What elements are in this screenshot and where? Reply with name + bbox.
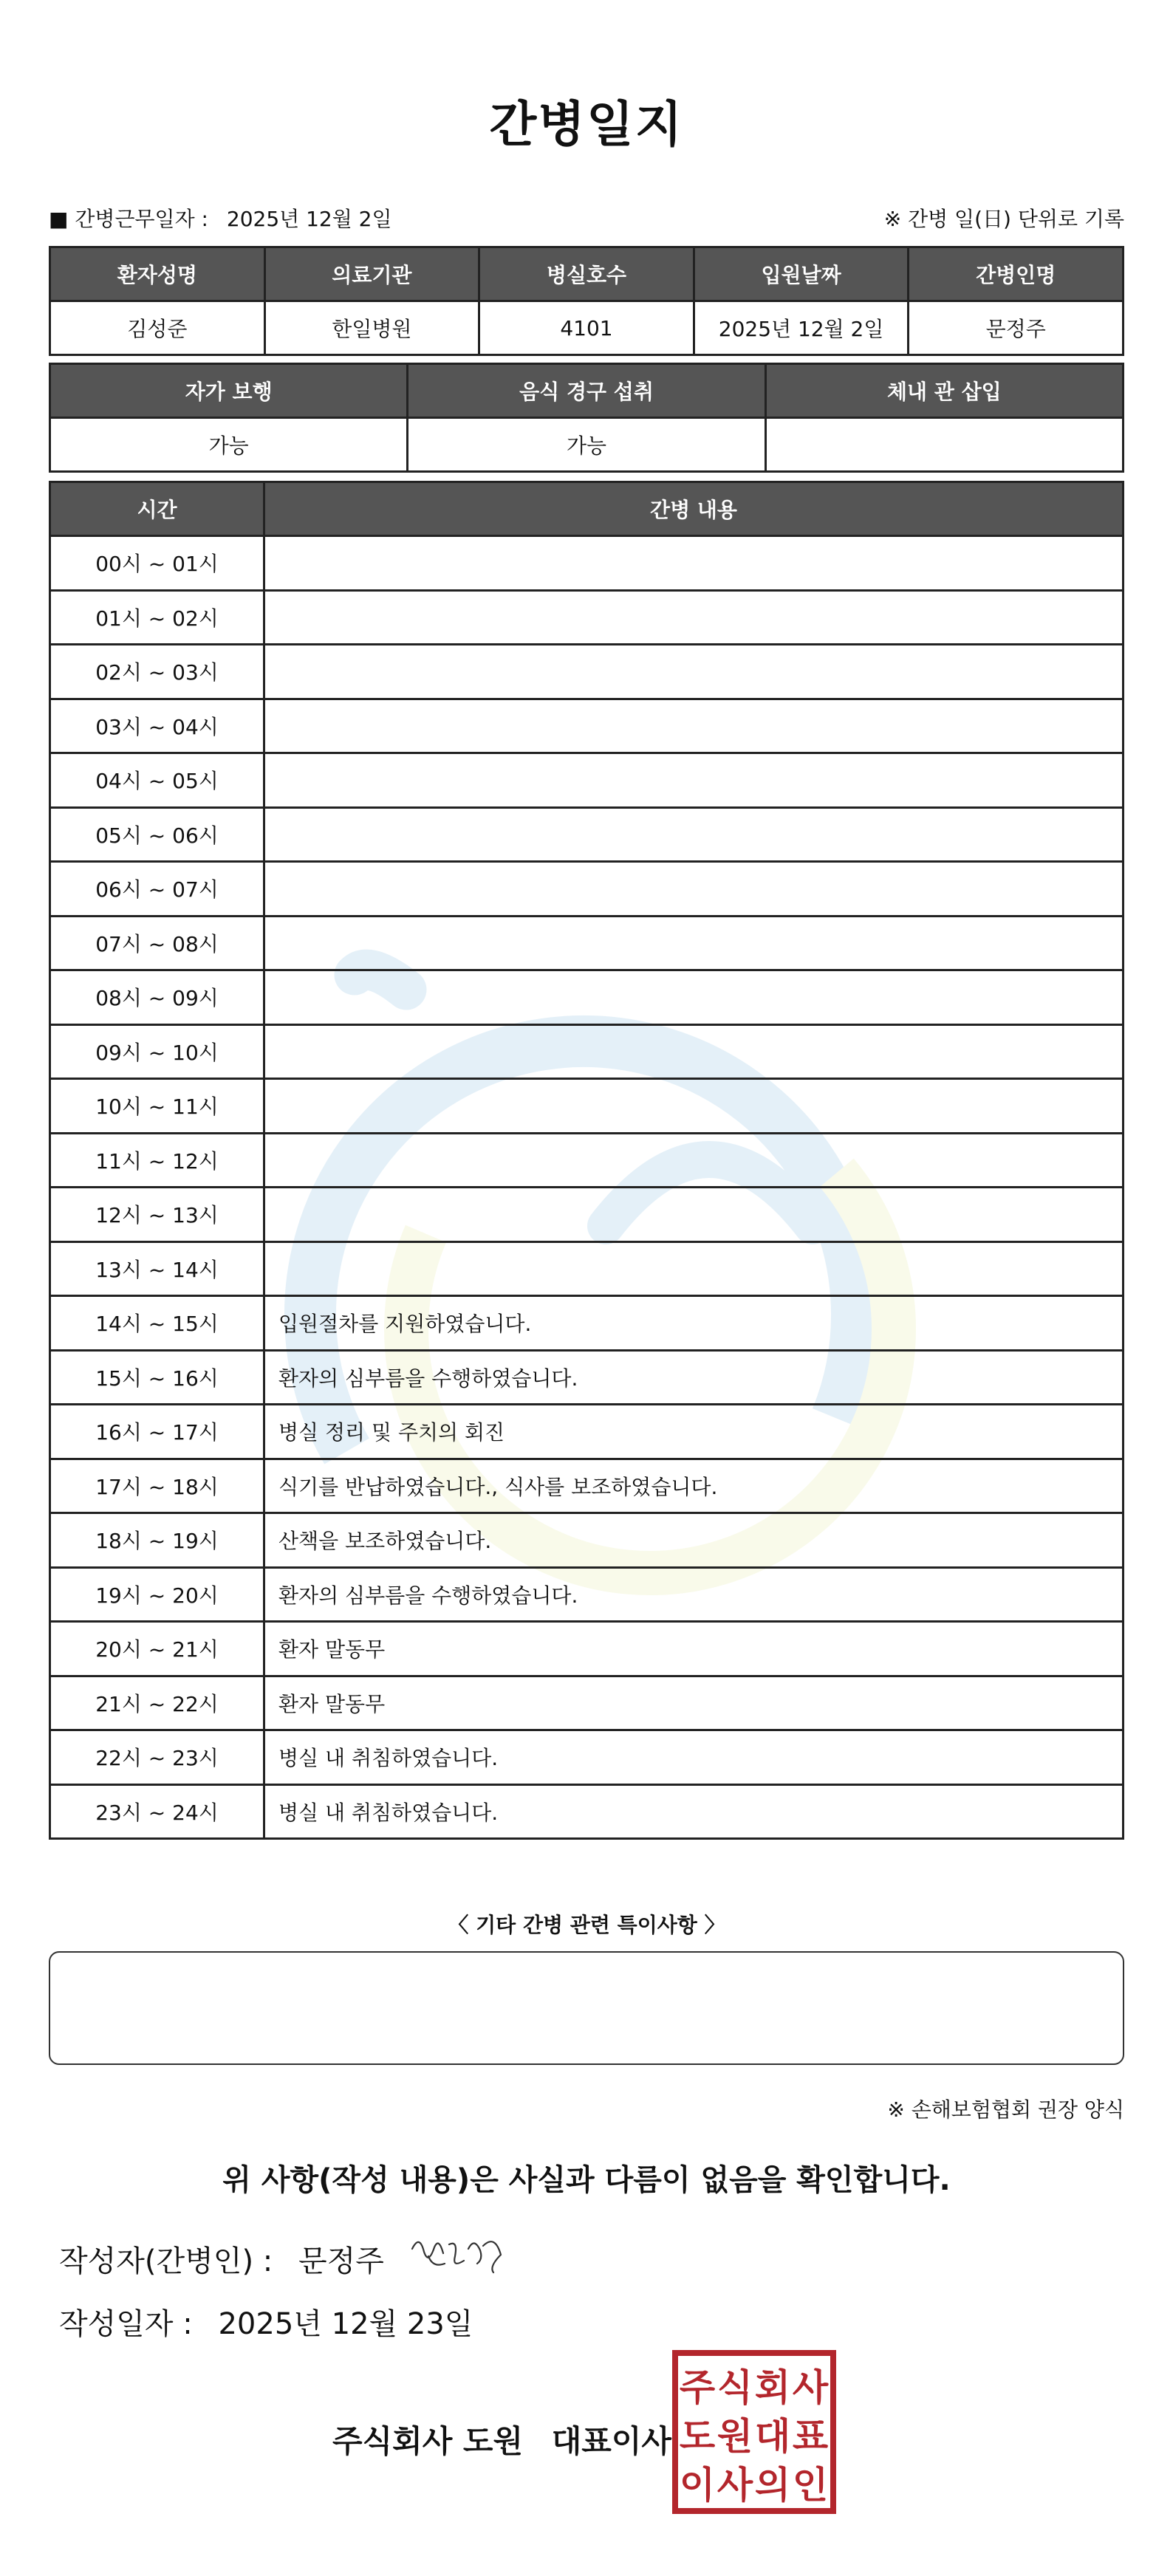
schedule-body xyxy=(50,536,1124,1839)
time-cell: 01시 ~ 02시 xyxy=(50,590,264,645)
schedule-row xyxy=(50,807,1124,862)
care-content-cell: 환자 말동무 xyxy=(264,1676,1124,1730)
header-oral-intake: 음식 경구 섭취 xyxy=(408,364,765,418)
schedule-row xyxy=(50,1350,1124,1405)
care-content-cell xyxy=(264,1188,1124,1242)
room-number: 4101 xyxy=(479,301,694,355)
header-tube-insertion: 체내 관 삽입 xyxy=(765,364,1123,418)
care-content-cell: 입원절차를 지원하였습니다. xyxy=(264,1296,1124,1351)
remarks-box xyxy=(49,1951,1124,2065)
seal-glyph: 도 xyxy=(679,2415,716,2458)
write-date-label: 작성일자 : xyxy=(59,2307,193,2341)
seal-glyph: 이 xyxy=(679,2464,716,2507)
caregiver-name: 문정주 xyxy=(909,301,1124,355)
care-content-cell xyxy=(264,699,1124,753)
care-content-cell xyxy=(264,970,1124,1025)
time-cell: 07시 ~ 08시 xyxy=(50,916,264,970)
schedule-row xyxy=(50,645,1124,699)
schedule-row xyxy=(50,753,1124,808)
time-cell: 18시 ~ 19시 xyxy=(50,1513,264,1568)
ceo-title: 대표이사 xyxy=(551,2423,671,2459)
time-cell: 20시 ~ 21시 xyxy=(50,1622,264,1676)
time-cell: 03시 ~ 04시 xyxy=(50,699,264,753)
seal-glyph: 표 xyxy=(792,2415,829,2458)
care-content-cell xyxy=(264,1241,1124,1296)
schedule-row xyxy=(50,862,1124,917)
company-seal-stamp xyxy=(671,2349,838,2515)
patient-info-table xyxy=(49,246,1124,356)
confirmation-statement: 위 사항(작성 내용)은 사실과 다름이 없음을 확인합니다. xyxy=(222,2163,951,2197)
time-cell: 14시 ~ 15시 xyxy=(50,1296,264,1351)
time-cell: 13시 ~ 14시 xyxy=(50,1241,264,1296)
time-cell: 22시 ~ 23시 xyxy=(50,1730,264,1785)
care-content-cell: 병실 정리 및 주치의 회진 xyxy=(264,1405,1124,1459)
care-content-cell xyxy=(264,1024,1124,1079)
care-content-cell xyxy=(264,536,1124,591)
admission-date: 2025년 12월 2일 xyxy=(694,301,909,355)
seal-glyph: 주 xyxy=(679,2366,716,2409)
time-cell: 08시 ~ 09시 xyxy=(50,970,264,1025)
schedule-row xyxy=(50,1133,1124,1188)
company-line xyxy=(332,2417,671,2462)
form-note: ※ 손해보험협회 권장 양식 xyxy=(887,2097,1124,2122)
writer-label: 작성자(간병인) : xyxy=(59,2244,273,2278)
seal-glyph: 의 xyxy=(754,2464,791,2507)
schedule-row xyxy=(50,1405,1124,1459)
time-cell: 02시 ~ 03시 xyxy=(50,645,264,699)
care-content-cell xyxy=(264,753,1124,808)
care-content-cell: 환자의 심부름을 수행하였습니다. xyxy=(264,1567,1124,1622)
time-cell: 00시 ~ 01시 xyxy=(50,536,264,591)
header-care-content: 간병 내용 xyxy=(264,482,1124,536)
schedule-row xyxy=(50,1296,1124,1351)
care-content-cell xyxy=(264,862,1124,917)
time-cell: 21시 ~ 22시 xyxy=(50,1676,264,1730)
time-cell: 11시 ~ 12시 xyxy=(50,1133,264,1188)
care-content-cell: 병실 내 취침하였습니다. xyxy=(264,1730,1124,1785)
schedule-row xyxy=(50,590,1124,645)
header-admission-date: 입원날짜 xyxy=(694,247,909,301)
time-cell: 17시 ~ 18시 xyxy=(50,1459,264,1513)
oral-intake-value: 가능 xyxy=(408,418,765,472)
time-cell: 09시 ~ 10시 xyxy=(50,1024,264,1079)
info-value-row xyxy=(50,301,1124,355)
seal-glyph: 원 xyxy=(717,2415,753,2458)
care-content-cell: 산책을 보조하였습니다. xyxy=(264,1513,1124,1568)
care-content-cell xyxy=(264,590,1124,645)
time-cell: 12시 ~ 13시 xyxy=(50,1188,264,1242)
schedule-row xyxy=(50,1188,1124,1242)
work-date-line xyxy=(49,203,392,233)
schedule-row xyxy=(50,699,1124,753)
schedule-row xyxy=(50,1622,1124,1676)
care-content-cell xyxy=(264,1133,1124,1188)
care-content-cell xyxy=(264,807,1124,862)
header-room-number: 병실호수 xyxy=(479,247,694,301)
handwritten-signature xyxy=(406,2227,510,2278)
care-content-cell: 병실 내 취침하였습니다. xyxy=(264,1784,1124,1839)
care-content-cell: 환자 말동무 xyxy=(264,1622,1124,1676)
writer-name: 문정주 xyxy=(298,2244,384,2278)
work-date-label: ■ 간병근무일자 : xyxy=(49,207,208,231)
header-patient-name: 환자성명 xyxy=(50,247,265,301)
status-header-row xyxy=(50,364,1124,418)
patient-status-table xyxy=(49,363,1124,473)
tube-insertion-value xyxy=(765,418,1123,472)
patient-name: 김성준 xyxy=(50,301,265,355)
header-self-walking: 자가 보행 xyxy=(50,364,408,418)
time-cell: 16시 ~ 17시 xyxy=(50,1405,264,1459)
header-hospital: 의료기관 xyxy=(264,247,479,301)
time-cell: 19시 ~ 20시 xyxy=(50,1567,264,1622)
schedule-row xyxy=(50,1079,1124,1134)
schedule-row xyxy=(50,1676,1124,1730)
write-date-value: 2025년 12월 23일 xyxy=(218,2307,473,2341)
header-caregiver-name: 간병인명 xyxy=(909,247,1124,301)
care-content-cell: 식기를 반납하였습니다., 식사를 보조하였습니다. xyxy=(264,1459,1124,1513)
remarks-title: 〈 기타 간병 관련 특이사항 〉 xyxy=(448,1913,725,1937)
schedule-row xyxy=(50,1241,1124,1296)
schedule-row xyxy=(50,1513,1124,1568)
write-date-row xyxy=(59,2301,473,2343)
time-cell: 23시 ~ 24시 xyxy=(50,1784,264,1839)
care-content-cell: 환자의 심부름을 수행하였습니다. xyxy=(264,1350,1124,1405)
time-cell: 10시 ~ 11시 xyxy=(50,1079,264,1134)
hospital-name: 한일병원 xyxy=(264,301,479,355)
schedule-row xyxy=(50,1459,1124,1513)
seal-glyph: 회 xyxy=(754,2366,791,2409)
care-content-cell xyxy=(264,1079,1124,1134)
hourly-care-table xyxy=(49,481,1124,1840)
status-value-row xyxy=(50,418,1124,472)
time-cell: 06시 ~ 07시 xyxy=(50,862,264,917)
care-content-cell xyxy=(264,645,1124,699)
seal-glyph: 사 xyxy=(792,2366,829,2409)
seal-glyph: 인 xyxy=(792,2464,829,2507)
schedule-row xyxy=(50,1567,1124,1622)
seal-glyph: 사 xyxy=(717,2464,753,2507)
unit-note: ※ 간병 일(日) 단위로 기록 xyxy=(883,207,1124,231)
time-cell: 05시 ~ 06시 xyxy=(50,807,264,862)
info-header-row xyxy=(50,247,1124,301)
time-cell: 15시 ~ 16시 xyxy=(50,1350,264,1405)
schedule-row xyxy=(50,1024,1124,1079)
work-date-value: 2025년 12월 2일 xyxy=(226,207,392,231)
header-time: 시간 xyxy=(50,482,264,536)
schedule-row xyxy=(50,1730,1124,1785)
page-title: 간병일지 xyxy=(489,96,684,153)
schedule-row xyxy=(50,916,1124,970)
self-walking-value: 가능 xyxy=(50,418,408,472)
seal-glyph: 대 xyxy=(754,2415,791,2458)
schedule-row xyxy=(50,1784,1124,1839)
schedule-row xyxy=(50,970,1124,1025)
writer-row xyxy=(59,2238,384,2280)
time-cell: 04시 ~ 05시 xyxy=(50,753,264,808)
company-name: 주식회사 도원 xyxy=(332,2423,524,2459)
schedule-header-row xyxy=(50,482,1124,536)
seal-glyph: 식 xyxy=(717,2366,753,2409)
care-content-cell xyxy=(264,916,1124,970)
schedule-row xyxy=(50,536,1124,591)
